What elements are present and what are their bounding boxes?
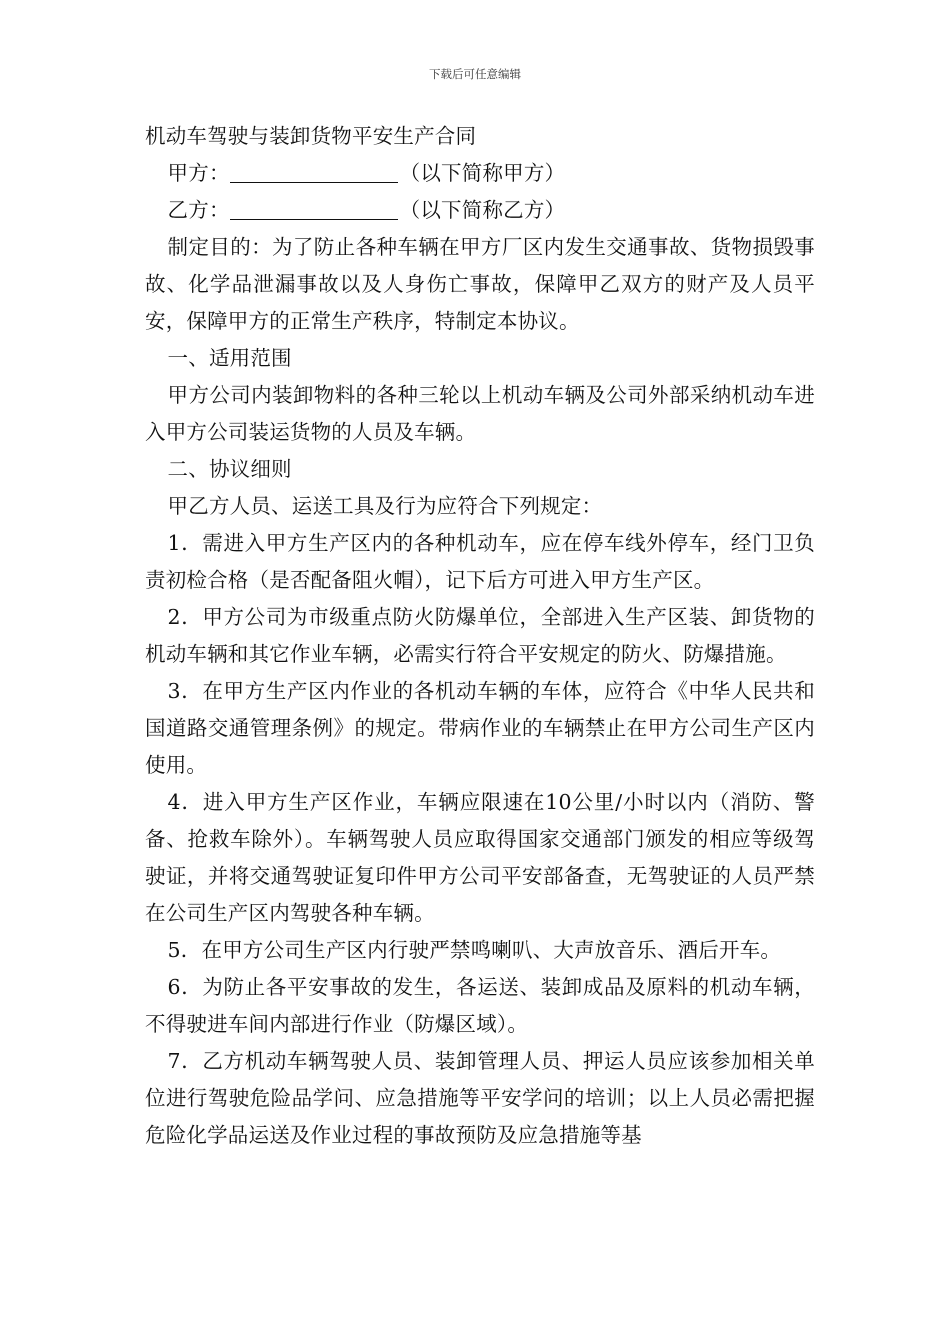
- rule-item-7: 7．乙方机动车辆驾驶人员、装卸管理人员、押运人员应该参加相关单位进行驾驶危险品学问、应急措施等平安学问的培训；以上人员必需把握危险化学品运送及作业过程的事故预防及应急措施等基: [145, 1049, 815, 1147]
- page-header-note: 下载后可任意编辑: [429, 67, 521, 81]
- party-a-label: 甲方：: [167, 161, 230, 185]
- party-a-blank-field[interactable]: [230, 160, 398, 183]
- party-a-note: （以下简称甲方）: [399, 161, 566, 185]
- rule-item-2: 2．甲方公司为市级重点防火防爆单位，全部进入生产区装、卸货物的机动车辆和其它作业车辆，必需实行符合平安规定的防火、防爆措施。: [145, 605, 815, 666]
- rule-item-3: 3．在甲方生产区内作业的各机动车辆的车体，应符合《中华人民共和国道路交通管理条例》的规定。带病作业的车辆禁止在甲方公司生产区内使用。: [145, 679, 815, 777]
- party-b-note: （以下简称乙方）: [399, 198, 566, 222]
- rule-item-4: 4．进入甲方生产区作业，车辆应限速在10公里/小时以内（消防、警备、抢救车除外）。车辆驾驶人员应取得国家交通部门颁发的相应等级驾驶证，并将交通驾驶证复印件甲方公司平安部备查，无驾驶证的人员严禁在公司生产区内驾驶各种车辆。: [145, 790, 815, 925]
- party-b-blank-field[interactable]: [230, 197, 398, 220]
- party-b-label: 乙方：: [167, 198, 230, 222]
- party-b-line: [145, 192, 815, 229]
- section2-intro: 甲乙方人员、运送工具及行为应符合下列规定：: [167, 494, 603, 518]
- purpose-paragraph: 制定目的：为了防止各种车辆在甲方厂区内发生交通事故、货物损毁事故、化学品泄漏事故以及人身伤亡事故，保障甲乙双方的财产及人员平安，保障甲方的正常生产秩序，特制定本协议。: [145, 235, 815, 333]
- document-title: 机动车驾驶与装卸货物平安生产合同: [145, 124, 477, 148]
- party-a-line: [145, 155, 815, 192]
- section2-heading: 二、协议细则: [167, 457, 292, 481]
- section1-heading: 一、适用范围: [167, 346, 292, 370]
- rule-item-1: 1．需进入甲方生产区内的各种机动车，应在停车线外停车，经门卫负责初检合格（是否配备阻火帽），记下后方可进入甲方生产区。: [145, 531, 815, 592]
- document-body: [145, 118, 815, 1154]
- section1-paragraph: 甲方公司内装卸物料的各种三轮以上机动车辆及公司外部采纳机动车进入甲方公司装运货物的人员及车辆。: [145, 383, 815, 444]
- rule-item-6: 6．为防止各平安事故的发生，各运送、装卸成品及原料的机动车辆，不得驶进车间内部进行作业（防爆区域）。: [145, 975, 815, 1036]
- rule-item-5: 5．在甲方公司生产区内行驶严禁鸣喇叭、大声放音乐、酒后开车。: [167, 938, 782, 962]
